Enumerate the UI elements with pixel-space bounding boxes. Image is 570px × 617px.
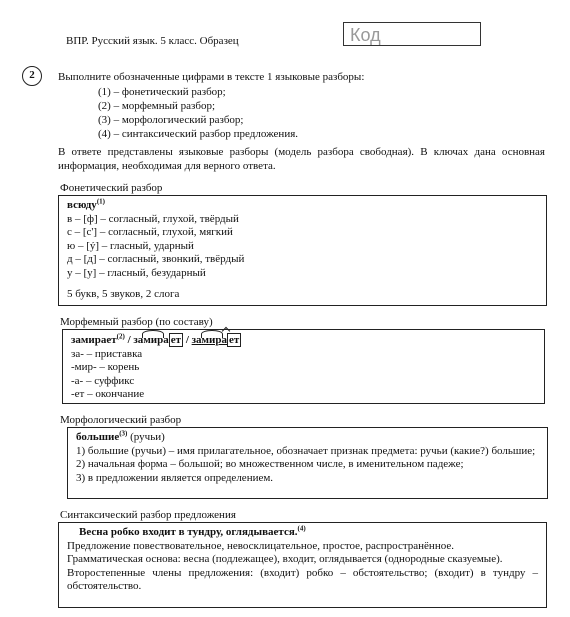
list-item: (3) – морфологический разбор;: [98, 114, 244, 126]
morphemic-root-arc: мир: [143, 334, 164, 346]
morphological-row: 1) большие (ручьи) – имя прилагательное, обозначает признак предмета: ручьи (какие?) большие;: [76, 444, 536, 457]
morphemic-stem-root: мир: [201, 334, 222, 346]
task-intro: Выполните обозначенные цифрами в тексте 1 языковые разборы:: [58, 71, 365, 83]
morphemic-ending: ет: [170, 334, 182, 346]
morphemic-mark: (2): [116, 332, 125, 341]
phonetic-row: у – [у] – гласный, безударный: [67, 266, 206, 279]
morphemic-row: -а- – суффикс: [71, 374, 135, 387]
task-list: [98, 86, 298, 142]
morphemic-prefix: за: [133, 334, 144, 346]
syntactic-row: Грамматическая основа: весна (подлежащее), входит, оглядывается (однородные сказуемые).: [67, 553, 503, 565]
syntactic-box: [58, 522, 547, 608]
morphemic-box: [62, 329, 545, 404]
morphemic-row: -ет – окончание: [71, 388, 145, 400]
code-box: Код: [343, 22, 481, 46]
morphemic-stem-prefix: за: [191, 334, 202, 346]
syntactic-title: Синтаксический разбор предложения: [60, 509, 236, 521]
syntactic-row: Предложение повествовательное, невосклицательное, простое, распространённое.: [67, 539, 454, 552]
morphemic-word: замирает: [71, 334, 117, 346]
phonetic-word-line: [67, 199, 538, 213]
phonetic-title: Фонетический разбор: [60, 182, 163, 194]
morphological-title: Морфологический разбор: [60, 414, 182, 426]
morphological-word-line: [76, 431, 539, 445]
syntactic-sentence-line: [67, 526, 538, 540]
morphological-word-extra: (ручьи): [127, 431, 165, 443]
task-number: 2: [22, 66, 42, 86]
phonetic-summary: 5 букв, 5 звуков, 2 слога: [67, 288, 180, 300]
phonetic-box: [58, 195, 547, 306]
phonetic-row: с – [с'] – согласный, глухой, мягкий: [67, 226, 233, 238]
syntactic-row: Второстепенные члены предложения: (входит) робко – обстоятельство; (входит) в тундру – обстоятельство.: [67, 566, 538, 592]
phonetic-mark: (1): [96, 197, 105, 206]
list-item: (4) – синтаксический разбор предложения.: [98, 128, 299, 140]
morphemic-separator: /: [183, 334, 192, 346]
list-item: (1) – фонетический разбор;: [98, 86, 226, 98]
morphological-box: [67, 427, 548, 499]
morphological-row: 3) в предложении является определением.: [76, 471, 274, 484]
morphological-mark: (3): [119, 429, 128, 438]
morphemic-title: Морфемный разбор (по составу): [60, 316, 213, 328]
phonetic-row: ю – [ý] – гласный, ударный: [67, 239, 194, 252]
phonetic-row: д – [д] – согласный, звонкий, твёрдый: [67, 253, 245, 265]
morphemic-row: -мир- – корень: [71, 361, 140, 373]
phonetic-word: всюду: [67, 199, 97, 211]
syntactic-sentence: Весна робко входит в тундру, оглядывается.: [79, 526, 298, 538]
morphological-word: большие: [76, 431, 120, 443]
morphemic-stem-suffix: а: [221, 334, 227, 346]
task-note: В ответе представлены языковые разборы (модель разбора свободная). В ключах дана основная информация, необходимая для верного ответа.: [58, 146, 545, 172]
phonetic-row: в – [ф] – согласный, глухой, твёрдый: [67, 212, 239, 225]
morphemic-suffix: а: [163, 334, 169, 346]
morphemic-separator: /: [124, 334, 134, 346]
morphemic-row: за- – приставка: [71, 347, 143, 360]
list-item: (2) – морфемный разбор;: [98, 100, 216, 112]
morphological-row: 2) начальная форма – большой; во множественном числе, в именительном падеже;: [76, 458, 464, 470]
morphemic-ending-boxed: ет: [229, 334, 240, 346]
syntactic-mark: (4): [297, 524, 306, 533]
morphemic-word-line: [71, 334, 536, 348]
page-header-title: ВПР. Русский язык. 5 класс. Образец: [66, 35, 239, 47]
